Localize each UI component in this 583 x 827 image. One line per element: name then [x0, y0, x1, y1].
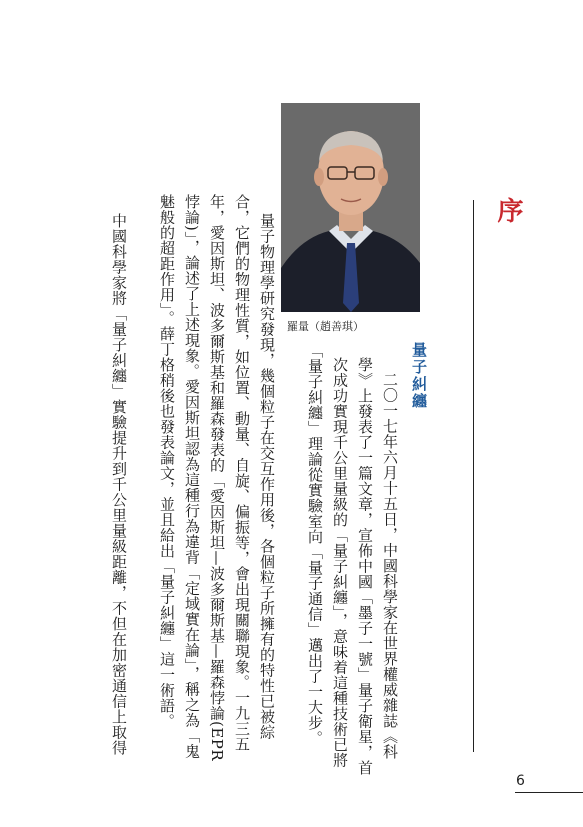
page-number: 6: [516, 773, 525, 789]
paragraph-line: 量子物理學研究發現，幾個粒子在交互作用後，各個粒子所擁有的特性已被綜: [258, 213, 276, 740]
paragraph-line: 合，它們的物理性質，如位置、動量、自旋、偏振等，會出現關聯現象。一九三五: [233, 194, 251, 752]
paragraph-line: 「量子糾纏」理論從實驗室向「量子通信」邁出了一大步。: [306, 343, 324, 746]
paragraph-line: 魅般的超距作用」。薛丁格稍後也發表論文，並且給出「量子糾纏」這一術語。: [158, 194, 176, 729]
paragraph-line: 悖論)」，論述了上述現象。愛因斯坦認為這種行為違背「定域實在論」，稱之為「鬼: [183, 194, 201, 759]
preface-title: 序: [493, 197, 523, 223]
paragraph-line: 中國科學家將「量子糾纏」實驗提升到千公里量級距離，不但在加密通信上取得: [110, 213, 128, 756]
paragraph-line: 二〇一七年六月十五日，中國科學家在世界權威雜誌《科: [381, 372, 399, 760]
author-photo: [281, 103, 420, 312]
photo-caption: 羅量（趙善琪）: [287, 320, 364, 333]
paragraph-line: 學》上發表了一篇文章，宣佈中國「墨子一號」量子衛星，首: [356, 357, 374, 776]
section-title: 量子糾纏: [410, 342, 428, 410]
paragraph-line: 年，愛因斯坦、波多爾斯基和羅森發表的「愛因斯坦—波多爾斯基—羅森悖論(EPR: [208, 194, 226, 762]
page-rule: [515, 792, 583, 793]
side-rule: [473, 200, 474, 752]
paragraph-line: 次成功實現千公里量級的「量子糾纏」，意味着這種技術已將: [331, 357, 349, 768]
